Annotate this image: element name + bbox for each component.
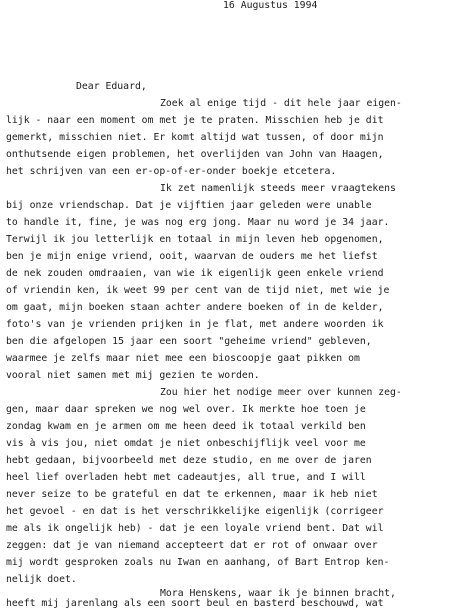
body-line: Mora Henskens, waar ik je binnen bracht, <box>160 588 396 599</box>
body-line: heel lief overladen hebt met cadeautjes, all true, and I will <box>6 472 366 483</box>
body-line: to handle it, fine, je was nog erg jong. Maar nu word je 34 jaar. <box>6 217 390 228</box>
body-line: hebt gedaan, bijvoorbeeld met deze studio, en me over de jaren <box>6 455 372 466</box>
body-line: ben die afgelopen 15 jaar een soort "geheime vriend" gebleven, <box>6 336 372 347</box>
body-line: nelijk doet. <box>6 574 77 585</box>
body-line: ben je mijn enige vriend, ooit, waarvan de ouders me het liefst <box>6 251 378 262</box>
body-line: never seize to be grateful en dat te erkennen, maar ik heb niet <box>6 489 378 500</box>
body-line: onthutsende eigen problemen, het overlijden van John van Haagen, <box>6 149 384 160</box>
body-line: het gevoel - en dat is het verschrikkelijke eigenlijk (corrigeer <box>6 506 384 517</box>
body-line: gen, maar daar spreken we nog wel over. Ik merkte hoe toen je <box>6 404 366 415</box>
body-line: Zou hier het nodige meer over kunnen zeg- <box>160 387 402 398</box>
body-line: me als ik ongelijk heb) - dat je een loyale vriend bent. Dat wil <box>6 523 384 534</box>
body-line: zondag kwam en je armen om me heen deed ik totaal verkild ben <box>6 421 366 432</box>
body-line: Ik zet namenlijk steeds meer vraagtekens <box>160 183 396 194</box>
body-line: of vriendin ken, ik weet 99 per cent van de tijd niet, met wie je <box>6 285 390 296</box>
body-line: vis à vis jou, niet omdat je niet onbeschijflijk veel voor me <box>6 438 366 449</box>
body-line: bij onze vriendschap. Dat je vijftien jaar geleden were unable <box>6 200 372 211</box>
body-line: gemerkt, misschien niet. Er komt altijd wat tussen, of door mijn <box>6 132 384 143</box>
body-line: vooral niet samen met mij gezien te worden. <box>6 370 260 381</box>
body-line: Zoek al enige tijd - dit hele jaar eigen- <box>160 98 402 109</box>
body-line: om gaat, mijn boeken staan achter andere boeken of in de kelder, <box>6 302 384 313</box>
body-line: Terwijl ik jou letterlijk en totaal in mijn leven heb opgenomen, <box>6 234 384 245</box>
body-line: zeggen: dat je van niemand accepteert dat er rot of onwaar over <box>6 540 378 551</box>
body-line: lijk - naar een moment om met je te praten. Misschien heb je dit <box>6 115 384 126</box>
body-line: mij wordt gesproken zoals nu Iwan en aanhang, of Bart Entrop ken- <box>6 557 390 568</box>
letter-salutation: Dear Eduard, <box>76 81 147 92</box>
body-line: heeft mij jarenlang als een soort beul en basterd beschouwd, wat <box>6 598 384 609</box>
body-line: de nek zouden omdraaien, van wie ik eigenlijk geen enkele vriend <box>6 268 384 279</box>
body-line: waarmee je zelfs maar niet mee een bioscoopje gaat pikken om <box>6 353 360 364</box>
body-line: het schrijven van een er-op-of-er-onder boekje etcetera. <box>6 166 337 177</box>
letter-date: 16 Augustus 1994 <box>223 0 318 11</box>
body-line: foto's van je vrienden prijken in je flat, met andere woorden ik <box>6 319 384 330</box>
